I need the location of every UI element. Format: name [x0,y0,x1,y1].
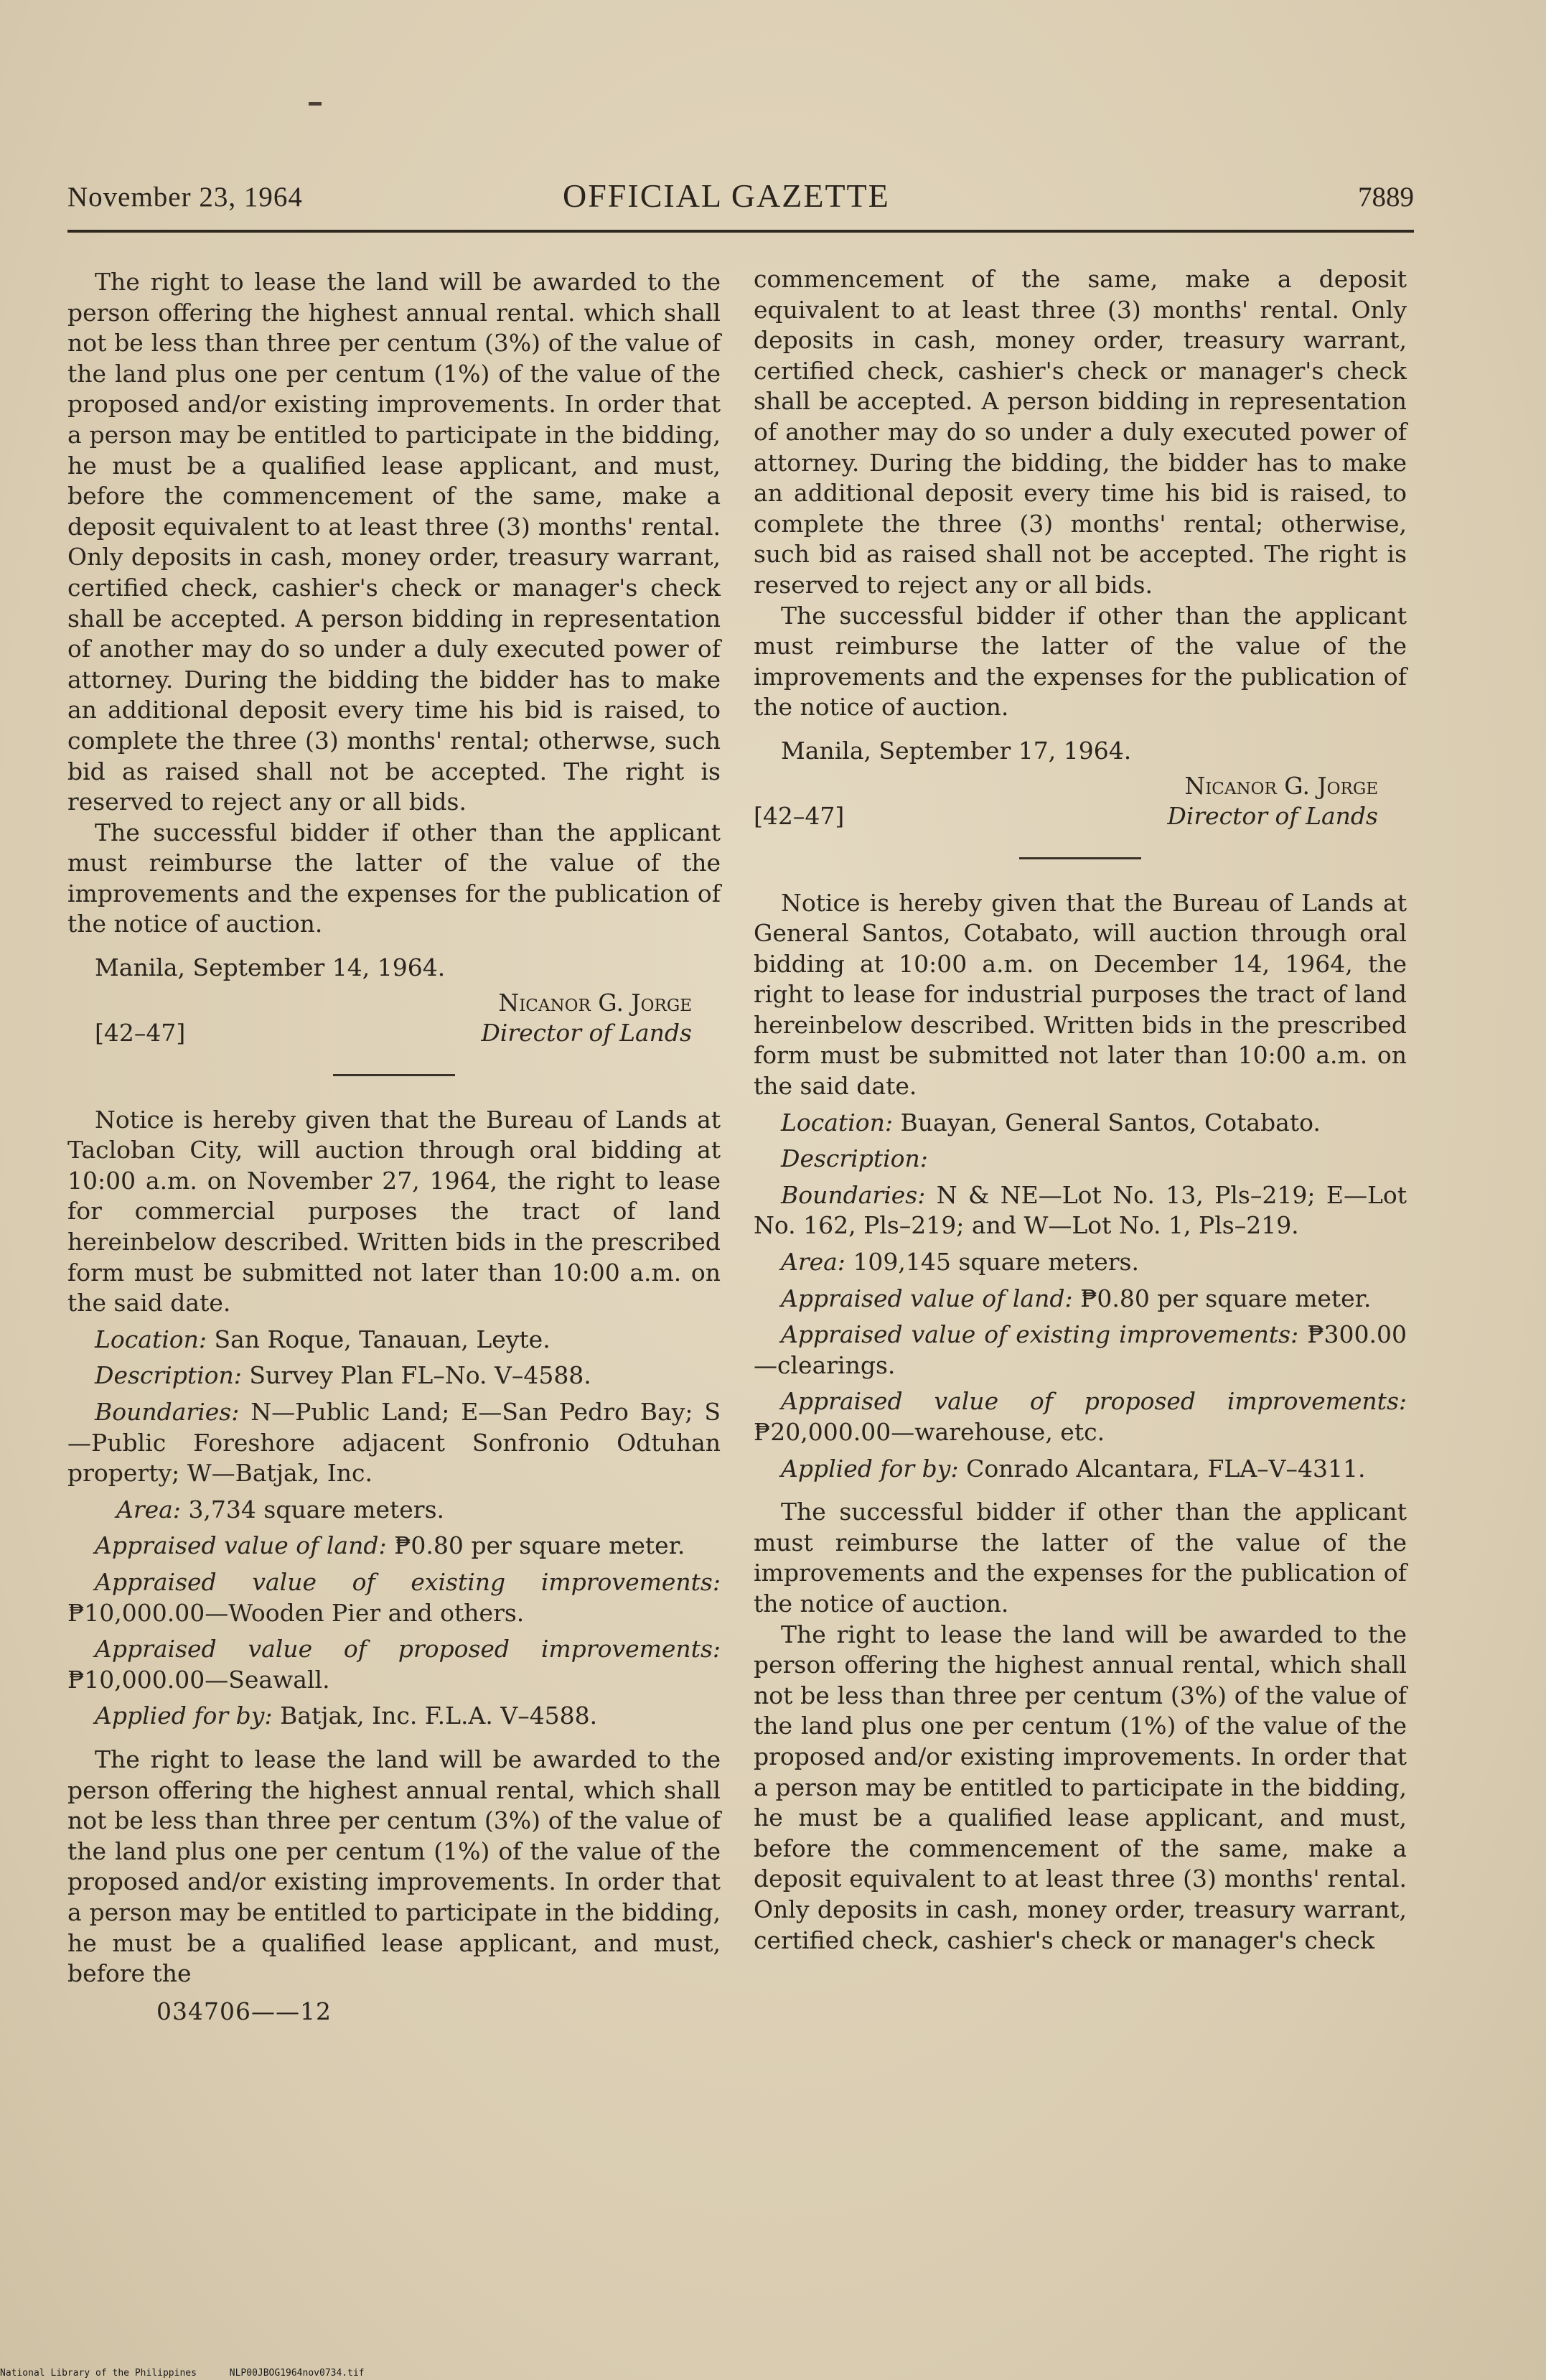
left-dateline: Manila, September 14, 1964. [95,953,446,982]
scan-file-name: NLP00JBOG1964nov0734.tif [229,2368,365,2379]
right-area-value: 109,145 square meters. [853,1248,1139,1277]
left-location-label: Location: [95,1325,207,1353]
left-description-value: Survey Plan FL–No. V–4588. [249,1361,591,1390]
left-location [67,1325,721,1355]
left-notice-paragraph: Notice is hereby given that the Bureau of Lands at Tacloban City, will auction through oral bidding at 10:00 a.m. on November 27, 1964, the right to lease for commercial purposes the tract of land hereinbelow described. Written bids in the prescribed form must be submitted not later than 10:00 a.m. on the said date. [67,1105,721,1317]
left-existing-improvements-value: ₱10,000.00—Wooden Pier and others. [67,1598,525,1627]
right-location-value: Buayan, General Santos, Cotabato. [900,1108,1321,1137]
left-area-label: Area: [116,1495,181,1523]
right-existing-improvements-label: Appraised value of existing improvements: [781,1320,1299,1349]
scan-library-name: National Library of the Philippines [0,2368,197,2379]
right-proposed-improvements-value: ₱20,000.00—warehouse, etc. [754,1418,1105,1446]
right-continued-paragraph: commencement of the same, make a deposit equivalent to at least three (3) months' rental. Only deposits in cash, money order, treasury warrant, certified check, cashier's check or manager's check shall be accepted. A person bidding in representation of another may do so under a duly executed power of attorney. During the bidding, the bidder has to make an additional deposit every time his bid is raised, to complete the three (3) months' rental; otherwise, such bid as raised shall not be accepted. The right is reserved to reject any or all bids. [754,265,1407,599]
right-applied-for-label: Applied for by: [781,1454,959,1483]
right-reimburse-paragraph: The successful bidder if other than the applicant must reimburse the latter of the value of the improvements and the expenses for the publication of the notice of auction. [754,601,1407,722]
top-dash-mark [309,102,322,106]
header-title: OFFICIAL GAZETTE [563,177,890,214]
right-boundaries [754,1180,1407,1241]
left-signature-block [67,988,721,1047]
left-land-value-label: Appraised value of land: [95,1531,387,1560]
right-reference-number: [42–47] [754,801,845,830]
left-proposed-improvements-value: ₱10,000.00—Seawall. [67,1665,330,1694]
right-notice-paragraph: Notice is hereby given that the Bureau of Lands at General Santos, Cotabato, will auction through oral bidding at 10:00 a.m. on December 14, 1964, the right to lease for industrial purposes the tract of land hereinbelow described. Written bids in the prescribed form must be submitted not later than 10:00 a.m. on the said date. [754,888,1407,1101]
left-applied-for-value: Batjak, Inc. F.L.A. V–4588. [280,1702,598,1730]
left-boundaries-label: Boundaries: [95,1398,240,1426]
left-reference-number: [42–47] [95,1018,186,1047]
right-applied-for [754,1454,1407,1485]
left-description-label: Description: [95,1361,242,1390]
page-header [67,177,1414,221]
left-area [67,1495,721,1526]
left-area-value: 3,734 square meters. [188,1495,444,1523]
left-section-separator [333,1074,455,1076]
left-footer-code: 034706——12 [156,1997,332,2025]
scan-source-label [0,2368,392,2379]
right-location-label: Location: [781,1108,893,1137]
left-boundaries [67,1397,721,1489]
right-area-label: Area: [781,1248,845,1277]
left-signatory-title: Director of Lands [481,1018,692,1047]
right-section-separator [1019,857,1141,859]
right-reimburse-paragraph-2: The successful bidder if other than the applicant must reimburse the latter of the value of the improvements and the expenses for the publication of the notice of auction. [754,1498,1407,1618]
right-dateline: Manila, September 17, 1964. [781,736,1132,765]
right-land-value-value: ₱0.80 per square meter. [1080,1284,1372,1312]
right-land-value [754,1284,1407,1315]
right-description-label: Description: [781,1144,928,1173]
left-applied-for-label: Applied for by: [95,1702,273,1730]
right-signature-block [754,771,1407,830]
left-lease-terms-paragraph: The right to lease the land will be awarded to the person offering the highest annual rental. which shall not be less than three per centum (3%) of the value of the land plus one per centum (1%) of the value of the proposed and/or existing improvements. In order that a person may be entitled to participate in the bidding, he must be a qualified lease applicant, and must, before the commencement of the same, make a deposit equivalent to at least three (3) months' rental. Only deposits in cash, money order, treasury warrant, certified check, cashier's check or manager's check shall be accepted. A person bidding in representation of another may do so under a duly executed power of attorney. During the bidding the bidder has to make an additional deposit every time his bid is raised, to complete the three (3) months' rental; otherwse, such bid as raised shall not be accepted. The right is reserved to reject any or all bids. [67,268,721,816]
right-boundaries-label: Boundaries: [781,1180,926,1209]
left-proposed-improvements-label: Appraised value of proposed improvements: [95,1635,721,1663]
right-description [754,1144,1407,1175]
left-proposed-improvements [67,1634,721,1695]
left-existing-improvements-label: Appraised value of existing improvements: [95,1567,721,1596]
right-boundaries-value: N & NE—Lot No. 13, Pls–219; E—Lot No. 162, Pls–219; and W—Lot No. 1, Pls–219. [754,1180,1407,1240]
right-location [754,1108,1407,1139]
right-applied-for-value: Conrado Alcantara, FLA–V–4311. [966,1454,1366,1483]
left-existing-improvements [67,1567,721,1628]
left-boundaries-value: N—Public Land; E—San Pedro Bay; S—Public Foreshore adjacent Sonfronio Odtuhan property; W—Batjak, Inc. [67,1398,721,1488]
left-lease-terms-paragraph-2: The right to lease the land will be awarded to the person offering the highest annual rental, which shall not be less than three per centum (3%) of the value of the land plus one per centum (1%) of the value of the proposed and/or existing improvements. In order that a person may be entitled to participate in the bidding, he must be a qualified lease applicant, and must, before the [67,1745,721,1988]
right-proposed-improvements-label: Appraised value of proposed improvements: [781,1387,1407,1416]
right-proposed-improvements [754,1386,1407,1447]
right-signatory-title: Director of Lands [1167,801,1378,830]
right-lease-terms-paragraph: The right to lease the land will be awarded to the person offering the highest annual rental, which shall not be less than three per centum (3%) of the value of the land plus one per centum (1%) of the value of the proposed and/or existing improvements. In order that a person may be entitled to participate in the bidding, he must be a qualified lease applicant, and must, before the commencement of the same, make a deposit equivalent to at least three (3) months' rental. Only deposits in cash, money order, treasury warrant, certified check, cashier's check or manager's check [754,1620,1407,1954]
right-existing-improvements-value: ₱300.00—clearings. [754,1320,1407,1379]
right-land-value-label: Appraised value of land: [781,1284,1073,1312]
left-applied-for [67,1701,721,1732]
header-date: November 23, 1964 [67,182,303,213]
right-existing-improvements [754,1320,1407,1381]
left-land-value [67,1531,721,1562]
left-location-value: San Roque, Tanauan, Leyte. [214,1325,551,1353]
left-column [67,267,721,2027]
right-area [754,1247,1407,1278]
left-signatory-name: Nicanor G. Jorge [498,988,692,1017]
left-land-value-value: ₱0.80 per square meter. [394,1531,685,1560]
left-description [67,1361,721,1391]
right-column [754,264,1407,1956]
header-page-number: 7889 [1358,182,1414,213]
right-signatory-name: Nicanor G. Jorge [1184,771,1378,800]
header-rule [67,230,1414,233]
left-reimburse-paragraph: The successful bidder if other than the applicant must reimburse the latter of the value of the improvements and the expenses for the publication of the notice of auction. [67,818,721,938]
